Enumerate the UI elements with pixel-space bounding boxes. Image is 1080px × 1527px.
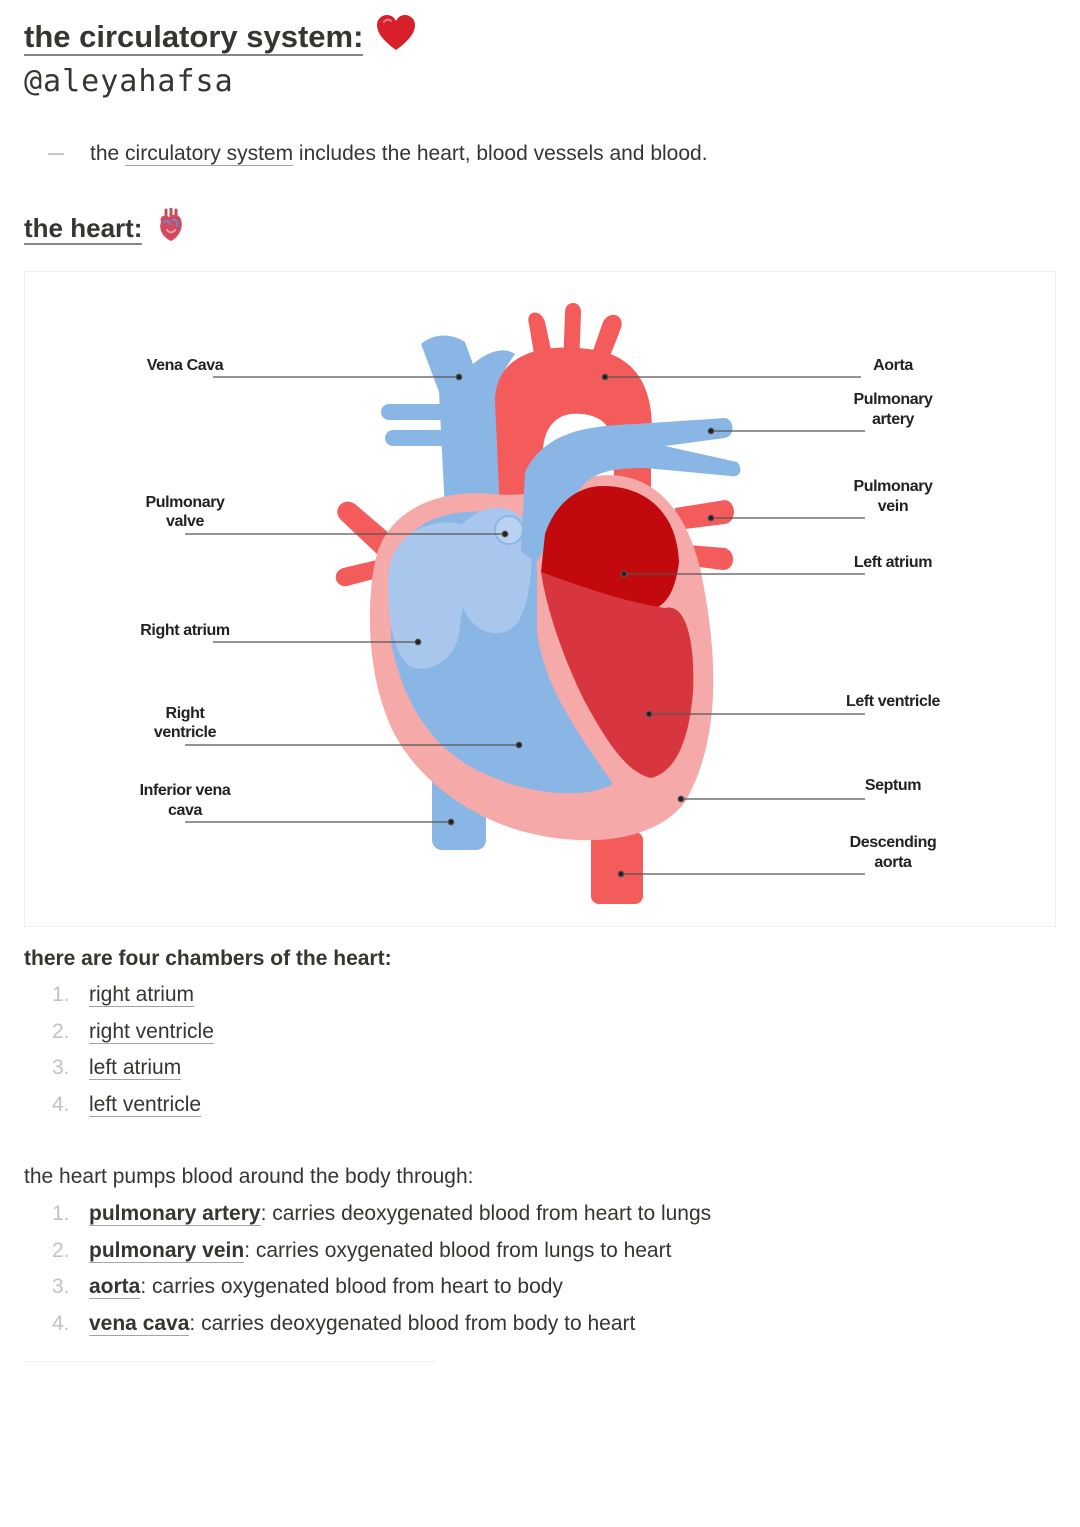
label-pulmonary-valve-1: Pulmonary xyxy=(145,494,225,511)
label-pulmonary-vein-1: Pulmonary xyxy=(853,478,933,495)
diagram-labels-left xyxy=(140,357,231,819)
label-right-atrium: Right atrium xyxy=(140,622,230,639)
vessels-list xyxy=(52,1198,711,1345)
diagram-labels-right xyxy=(846,357,940,871)
label-inferior-vena-cava-1: Inferior vena xyxy=(139,782,231,799)
label-right-ventricle-2: ventricle xyxy=(153,724,217,741)
label-right-ventricle-1: Right xyxy=(165,705,205,722)
vessels-heading: the heart pumps blood around the body through: xyxy=(24,1165,474,1188)
heart-heading-text: the heart: xyxy=(24,213,143,244)
heart-diagram xyxy=(24,271,1056,927)
intro-before: the xyxy=(90,142,120,165)
vessel-description: : carries deoxygenated blood from body to heart xyxy=(189,1312,636,1336)
label-septum: Septum xyxy=(864,777,922,794)
heart-heading xyxy=(24,208,186,253)
list-item: 3. left atrium xyxy=(52,1056,182,1080)
list-item: 3. aorta: carries oxygenated blood from heart to body xyxy=(52,1275,563,1299)
label-pulmonary-valve-2: valve xyxy=(165,513,205,530)
vessel-description: : carries oxygenated blood from heart to body xyxy=(140,1275,563,1299)
label-left-atrium: Left atrium xyxy=(853,554,933,571)
chambers-list xyxy=(52,979,214,1126)
author-handle: @aleyahafsa xyxy=(24,64,234,99)
list-item: 2. right ventricle xyxy=(52,1019,214,1043)
intro-bullet xyxy=(48,138,708,170)
right-atrium-link[interactable]: right atrium xyxy=(89,983,195,1006)
label-inferior-vena-cava-2: cava xyxy=(168,802,202,819)
divider xyxy=(24,1361,436,1362)
red-heart-icon xyxy=(376,14,416,64)
pulmonary-vein-link[interactable]: pulmonary vein xyxy=(89,1238,245,1262)
list-item: 1. right atrium xyxy=(52,983,195,1006)
label-pulmonary-artery-1: Pulmonary xyxy=(853,391,933,408)
label-left-ventricle: Left ventricle xyxy=(846,693,940,710)
label-descending-aorta-1: Descending xyxy=(849,834,937,851)
intro-after: includes the heart, blood vessels and blood. xyxy=(298,142,708,165)
circulatory-system-link[interactable]: circulatory system xyxy=(125,142,294,165)
pulmonary-artery-link[interactable]: pulmonary artery xyxy=(89,1202,261,1225)
vessel-description: : carries deoxygenated blood from heart to lungs xyxy=(260,1202,712,1225)
label-pulmonary-artery-2: artery xyxy=(871,411,915,428)
aorta-link[interactable]: aorta xyxy=(89,1275,141,1299)
vessel-description: : carries oxygenated blood from lungs to heart xyxy=(244,1238,672,1262)
list-item: 4. left ventricle xyxy=(52,1093,202,1117)
list-item: 2. pulmonary vein: carries oxygenated blood from lungs to heart xyxy=(52,1238,672,1262)
list-item: 1. pulmonary artery: carries deoxygenated blood from heart to lungs xyxy=(52,1202,712,1225)
list-item: 4. vena cava: carries deoxygenated blood from body to heart xyxy=(52,1312,636,1336)
label-vena-cava: Vena Cava xyxy=(146,357,224,374)
vena-cava-link[interactable]: vena cava xyxy=(89,1312,190,1336)
chambers-heading: there are four chambers of the heart: xyxy=(24,947,392,970)
right-ventricle-link[interactable]: right ventricle xyxy=(89,1019,214,1043)
label-aorta: Aorta xyxy=(873,357,913,374)
label-pulmonary-vein-2: vein xyxy=(877,498,909,515)
anatomical-heart-icon xyxy=(156,208,186,253)
page-title-text: the circulatory system: xyxy=(24,19,364,55)
dash-bullet-icon xyxy=(48,153,64,155)
label-descending-aorta-2: aorta xyxy=(874,854,912,871)
heart-illustration xyxy=(336,303,741,904)
page-title xyxy=(24,14,416,64)
left-atrium-link[interactable]: left atrium xyxy=(89,1056,182,1080)
left-ventricle-link[interactable]: left ventricle xyxy=(89,1093,202,1117)
